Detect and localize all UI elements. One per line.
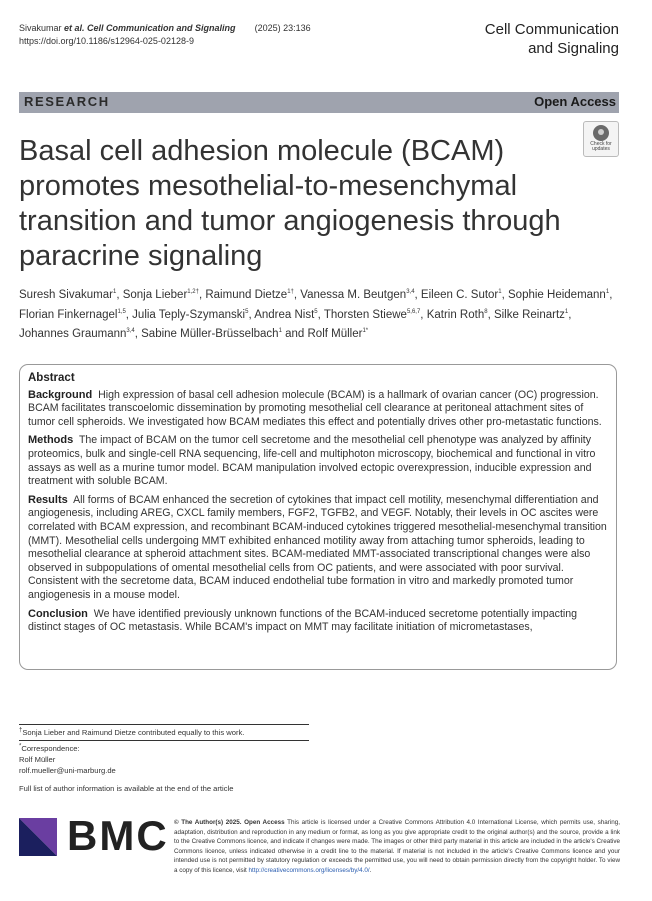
author[interactable]: Vanessa M. Beutgen$^{3,4}$: [300, 289, 415, 301]
journal-name-line1: Cell Communication: [484, 21, 619, 38]
citation-year-volume: (2025) 23:136: [254, 23, 311, 33]
abstract-results: Results All forms of BCAM enhanced the secretion of cytokines that impact cell motility, mesenchymal differentiation and angiogenesis, including AREG, CXCL family members, FGF2, TGFB2, and VEGF. Notably, their levels in OC ascites were correlated with BCAM expression, and recombinant BCAM-induced cytokines triggered mesothelial-mesenchymal transition (MMT). Mesothelial cells undergoing MMT exhibited enhanced motility away from attaching tumor spheroids, leading to mesothelial clearance at spheroid attachment sites. BCAM-mediated MMT-associated transcriptional changes were also observed in subpopulations of omental mesothelial cells from OC patients, and were associated with poor survival. Consistent with the secretome data, BCAM induced endothelial tube formation in vitro and markedly promoted tumor angiogenesis in a mouse model.: [28, 493, 607, 601]
bmc-logo-text: BMC: [67, 812, 169, 859]
author-list: Suresh Sivakumar$^1$, Sonja Lieber$^{1,2\dagger}$, Raimund Dietze$^{1\dagger}$, Vanessa M. Beutgen$^{3,4}$, Eileen C. Sutor$^1$, Sophie Heidemann$^1$, Florian Finkernagel$^{1,5}$, Julia Teply-Szymanski$^5$, Andrea Nist$^5$, Thorsten Stiewe$^{5,6,7}$, Katrin Roth$^8$, Silke Reinartz$^1$, Johannes Graumann$^{3,4}$, Sabine Müller-Brüsselbach$^1$ and Rolf Müller$^{1*}$: [19, 289, 613, 340]
author[interactable]: Johannes Graumann$^{3,4}$: [19, 328, 135, 340]
article-type-bar: [19, 92, 619, 113]
journal-name: [485, 20, 619, 58]
license-text: © The Author(s) 2025. Open Access This article is licensed under a Creative Commons Attribution 4.0 International License, which permits use, sharing, adaptation, distribution and reproduction in any medium or format, as long as you give appropriate credit to the original author(s) and the source, provide a link to the Creative Commons licence, and indicate if changes were made. The images or other third party material in this article are included in the article's Creative Commons licence, unless indicated otherwise in a credit line to the material. If material is not included in the article's Creative Commons licence and your intended use is not permitted by statutory regulation or exceeds the permitted use, you will need to obtain permission directly from the copyright holder. To view a copy of this licence, visit http://creativecommons.org/licenses/by/4.0/.: [174, 819, 621, 874]
author[interactable]: Katrin Roth$^8$: [426, 308, 488, 321]
doi-link[interactable]: https://doi.org/10.1186/s12964-025-02128-9: [19, 36, 194, 46]
author[interactable]: Sabine Müller-Brüsselbach$^1$: [141, 328, 282, 340]
author[interactable]: Rolf Müller$^{1*}$: [307, 328, 369, 340]
author[interactable]: Andrea Nist$^5$: [254, 308, 318, 321]
article-title: Basal cell adhesion molecule (BCAM) promotes mesothelial-to-mesenchymal transition and tumor angiogenesis through paracrine signaling: [19, 135, 561, 272]
check-for-updates-button[interactable]: [583, 121, 619, 157]
citation-header: [19, 22, 311, 48]
author[interactable]: Florian Finkernagel$^{1,5}$: [19, 308, 126, 321]
correspondence-name: Rolf Müller: [19, 755, 56, 764]
author[interactable]: Sonja Lieber$^{1,2\dagger}$: [122, 289, 199, 301]
abstract-background: Background High expression of basal cell adhesion molecule (BCAM) is a hallmark of ovarian cancer (OC) progression. BCAM facilitates transcoelomic dissemination by promoting mesothelial cell clearance at peritoneal attachment sites of tumor cell spheroids. We investigated how BCAM mediates this effect and potentially drives other pro-metastatic functions.: [28, 388, 602, 428]
author[interactable]: Eileen C. Sutor$^1$: [420, 289, 502, 301]
check-updates-line1: Check for: [590, 141, 612, 147]
citation-journal: Cell Communication and Signaling: [84, 23, 236, 33]
correspondence-email[interactable]: rolf.mueller@uni-marburg.de: [19, 766, 116, 775]
open-access-label: Open Access: [534, 94, 616, 109]
crossmark-icon: [593, 125, 609, 141]
citation-authors: Sivakumar: [19, 23, 65, 33]
correspondence-block: *Correspondence: Rolf Müller rolf.mueller@uni-marburg.de: [19, 743, 116, 775]
author[interactable]: Silke Reinartz$^1$: [493, 308, 569, 321]
bmc-logo-mark: [19, 818, 61, 860]
equal-contribution-note: †Sonja Lieber and Raimund Dietze contributed equally to this work.: [19, 727, 245, 737]
footnote-divider: [19, 724, 309, 725]
abstract-methods: Methods The impact of BCAM on the tumor cell secretome and the mesothelial cell phenotype was analyzed by affinity proteomics, bulk and single-cell RNA sequencing, life-cell and multiphoton microscopy, biochemical and functional in vitro assays as well as a murine tumor model. BCAM manipulation involved ectopic overexpression, inducible expression and treatment with soluble BCAM.: [28, 434, 596, 488]
abstract-heading: Abstract: [28, 372, 75, 384]
check-updates-line2: updates: [592, 146, 610, 152]
abstract-conclusion: Conclusion We have identified previously unknown functions of the BCAM-induced secretome potentially impacting distinct stages of OC metastasis. While BCAM's impact on MMT may facilitate initiation of micrometastases,: [28, 607, 578, 634]
author[interactable]: Sophie Heidemann$^1$: [508, 289, 610, 301]
author[interactable]: Suresh Sivakumar$^1$: [19, 289, 117, 301]
journal-name-line2: and Signaling: [528, 40, 619, 57]
abstract-box: [19, 364, 617, 670]
license-link[interactable]: http://creativecommons.org/licenses/by/4.0/: [248, 866, 370, 874]
article-type-label: RESEARCH: [24, 94, 110, 109]
citation-etal: et al.: [64, 23, 85, 33]
author[interactable]: Raimund Dietze$^{1\dagger}$: [205, 289, 294, 301]
footnote-divider: [19, 740, 309, 741]
author[interactable]: Thorsten Stiewe$^{5,6,7}$: [323, 308, 421, 321]
author-info-note: Full list of author information is available at the end of the article: [19, 784, 234, 793]
author[interactable]: Julia Teply-Szymanski$^5$: [132, 308, 249, 321]
